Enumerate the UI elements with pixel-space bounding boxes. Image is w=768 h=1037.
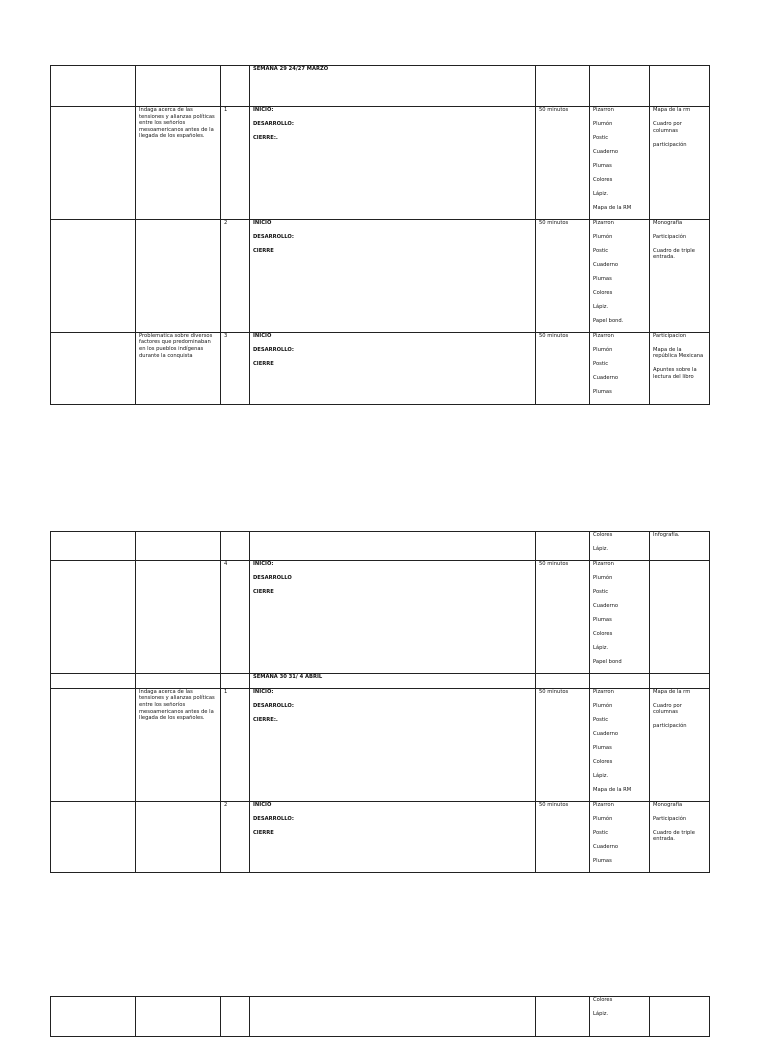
resource-item: Cuaderno	[593, 843, 619, 850]
resource-item: Pizarron	[593, 688, 614, 695]
resource-item: Plumón	[593, 574, 613, 581]
resources-cell	[590, 107, 650, 220]
resource-item: Plumón	[593, 120, 613, 127]
evaluation-item: Mapa de la rm	[653, 107, 691, 113]
resource-item: Pizarron	[593, 107, 614, 113]
resource-item: Postic	[593, 829, 609, 836]
resource-item: Colores	[593, 532, 613, 538]
resources-cell	[590, 532, 650, 561]
planning-table-3	[50, 996, 710, 1037]
resource-item: Cuaderno	[593, 374, 619, 381]
resources-cell	[590, 560, 650, 673]
resource-item: Lápiz.	[593, 545, 609, 552]
resource-item: Plumón	[593, 702, 613, 709]
evaluation-cell	[650, 107, 710, 220]
resources-cell	[590, 997, 650, 1037]
aprendizaje-cell: Problematica sobre diversos factores que predominaban en los pueblos indígenas durante la conquista	[136, 332, 221, 404]
resource-item: Lápiz.	[593, 303, 609, 310]
aprendizaje-cell: Indaga acerca de las tensiones y alianzas políticas entre los señoríos mesoamericanos antes de la llegada de los españoles.	[136, 107, 221, 220]
evaluation-item: Monografía	[653, 801, 683, 808]
desarrollo-label: DESARROLLO:	[253, 702, 294, 709]
evaluation-item: Cuadro por columnas	[653, 120, 682, 134]
table-row	[51, 332, 710, 404]
resource-item: Plumón	[593, 346, 613, 353]
aprendizaje-cell: Indaga acerca de las tensiones y alianzas políticas entre los señoríos mesoamericanos antes de la llegada de los españoles.	[136, 688, 221, 801]
resource-item: Papel bond	[593, 658, 622, 665]
resource-item: Mapa de la RM	[593, 786, 632, 793]
resource-item: Lápiz.	[593, 1010, 609, 1017]
cierre-label: CIERRE:.	[253, 134, 278, 141]
time-cell: 50 minutos	[536, 560, 590, 673]
sequence-cell	[250, 688, 536, 801]
resource-item: Postic	[593, 134, 609, 141]
evaluation-cell	[650, 219, 710, 332]
table-row	[51, 560, 710, 673]
resource-item: Mapa de la RM	[593, 204, 632, 211]
time-cell: 50 minutos	[536, 107, 590, 220]
session-number: 3	[221, 332, 250, 404]
resource-item: Papel bond.	[593, 317, 624, 324]
resource-item: Plumas	[593, 616, 612, 623]
sequence-cell	[250, 332, 536, 404]
evaluation-cell	[650, 532, 710, 561]
planning-table-2	[50, 531, 710, 873]
aprendizaje-cell	[136, 801, 221, 872]
resource-item: Postic	[593, 716, 609, 723]
resource-item: Pizarron	[593, 560, 614, 567]
resource-item: Plumas	[593, 275, 612, 282]
inicio-label: INICIO:	[253, 688, 274, 695]
desarrollo-label: DESARROLLO:	[253, 120, 294, 127]
sequence-cell	[250, 560, 536, 673]
planning-table-1	[50, 65, 710, 405]
resource-item: Lápiz.	[593, 772, 609, 779]
sequence-cell	[250, 219, 536, 332]
resource-item: Colores	[593, 997, 613, 1003]
evaluation-item: Cuadro de triple entrada.	[653, 829, 695, 843]
cierre-label: CIERRE	[253, 829, 274, 836]
resource-item: Postic	[593, 360, 609, 367]
resource-item: Plumas	[593, 388, 612, 395]
continuation-row	[51, 997, 710, 1037]
time-cell: 50 minutos	[536, 688, 590, 801]
desarrollo-label: DESARROLLO:	[253, 815, 294, 822]
evaluation-item: Monografía	[653, 219, 683, 226]
inicio-label: INICIO	[253, 801, 272, 808]
evaluation-item: Apuntes sobre la lectura del libro	[653, 367, 697, 380]
evaluation-item: Participación	[653, 815, 687, 822]
resource-item: Plumón	[593, 815, 613, 822]
cierre-label: CIERRE	[253, 360, 274, 367]
resource-item: Cuaderno	[593, 730, 619, 737]
resource-item: Postic	[593, 247, 609, 254]
desarrollo-label: DESARROLLO:	[253, 233, 294, 240]
resources-cell	[590, 332, 650, 404]
sequence-cell	[250, 107, 536, 220]
cierre-label: CIERRE:.	[253, 716, 278, 723]
desarrollo-label: DESARROLLO	[253, 574, 292, 581]
resource-item: Plumas	[593, 162, 612, 169]
resource-item: Colores	[593, 176, 613, 183]
resource-item: Cuaderno	[593, 148, 619, 155]
evaluation-item: participación	[653, 723, 687, 730]
week-header-row	[51, 66, 710, 107]
evaluation-item: Infografía.	[653, 532, 680, 538]
evaluation-item: Mapa de la rm	[653, 688, 691, 695]
time-cell: 50 minutos	[536, 219, 590, 332]
sequence-cell	[250, 801, 536, 872]
table-row	[51, 801, 710, 872]
resource-item: Cuaderno	[593, 602, 619, 609]
session-number: 2	[221, 219, 250, 332]
aprendizaje-cell	[136, 219, 221, 332]
resource-item: Colores	[593, 289, 613, 296]
resource-item: Colores	[593, 758, 613, 765]
resource-item: Pizarron	[593, 801, 614, 808]
time-cell: 50 minutos	[536, 332, 590, 404]
table-row	[51, 107, 710, 220]
cierre-label: CIERRE	[253, 247, 274, 254]
table-row	[51, 219, 710, 332]
inicio-label: INICIO	[253, 332, 272, 339]
week-title: SEMANA 30 31/ 4 ABRIL	[250, 673, 536, 688]
evaluation-cell	[650, 688, 710, 801]
evaluation-item: Mapa de la república Mexicana	[653, 346, 704, 360]
evaluation-cell	[650, 801, 710, 872]
inicio-label: INICIO:	[253, 560, 274, 567]
resource-item: Plumas	[593, 857, 612, 864]
cierre-label: CIERRE	[253, 588, 274, 595]
evaluation-item: Cuadro por columnas	[653, 702, 682, 716]
week-title: SEMANA 29 24/27 MARZO	[250, 66, 536, 107]
desarrollo-label: DESARROLLO:	[253, 346, 294, 353]
table-row	[51, 688, 710, 801]
resource-item: Lápiz.	[593, 190, 609, 197]
resource-item: Pizarron	[593, 332, 614, 339]
resource-item: Plumas	[593, 744, 612, 751]
inicio-label: INICIO	[253, 219, 272, 226]
evaluation-item: Participacion	[653, 332, 687, 339]
inicio-label: INICIO:	[253, 107, 274, 113]
resource-item: Lápiz.	[593, 644, 609, 651]
evaluation-cell	[650, 332, 710, 404]
resource-item: Postic	[593, 588, 609, 595]
session-number: 1	[221, 107, 250, 220]
resource-item: Colores	[593, 630, 613, 637]
resources-cell	[590, 801, 650, 872]
resources-cell	[590, 688, 650, 801]
time-cell: 50 minutos	[536, 801, 590, 872]
evaluation-item: Participación	[653, 233, 687, 240]
resource-item: Plumón	[593, 233, 613, 240]
session-number: 1	[221, 688, 250, 801]
session-number: 2	[221, 801, 250, 872]
resource-item: Pizarron	[593, 219, 614, 226]
continuation-row	[51, 532, 710, 561]
evaluation-item: Cuadro de triple entrada.	[653, 247, 695, 261]
session-number: 4	[221, 560, 250, 673]
week-header-row	[51, 673, 710, 688]
resources-cell	[590, 219, 650, 332]
evaluation-item: participación	[653, 141, 687, 148]
resource-item: Cuaderno	[593, 261, 619, 268]
